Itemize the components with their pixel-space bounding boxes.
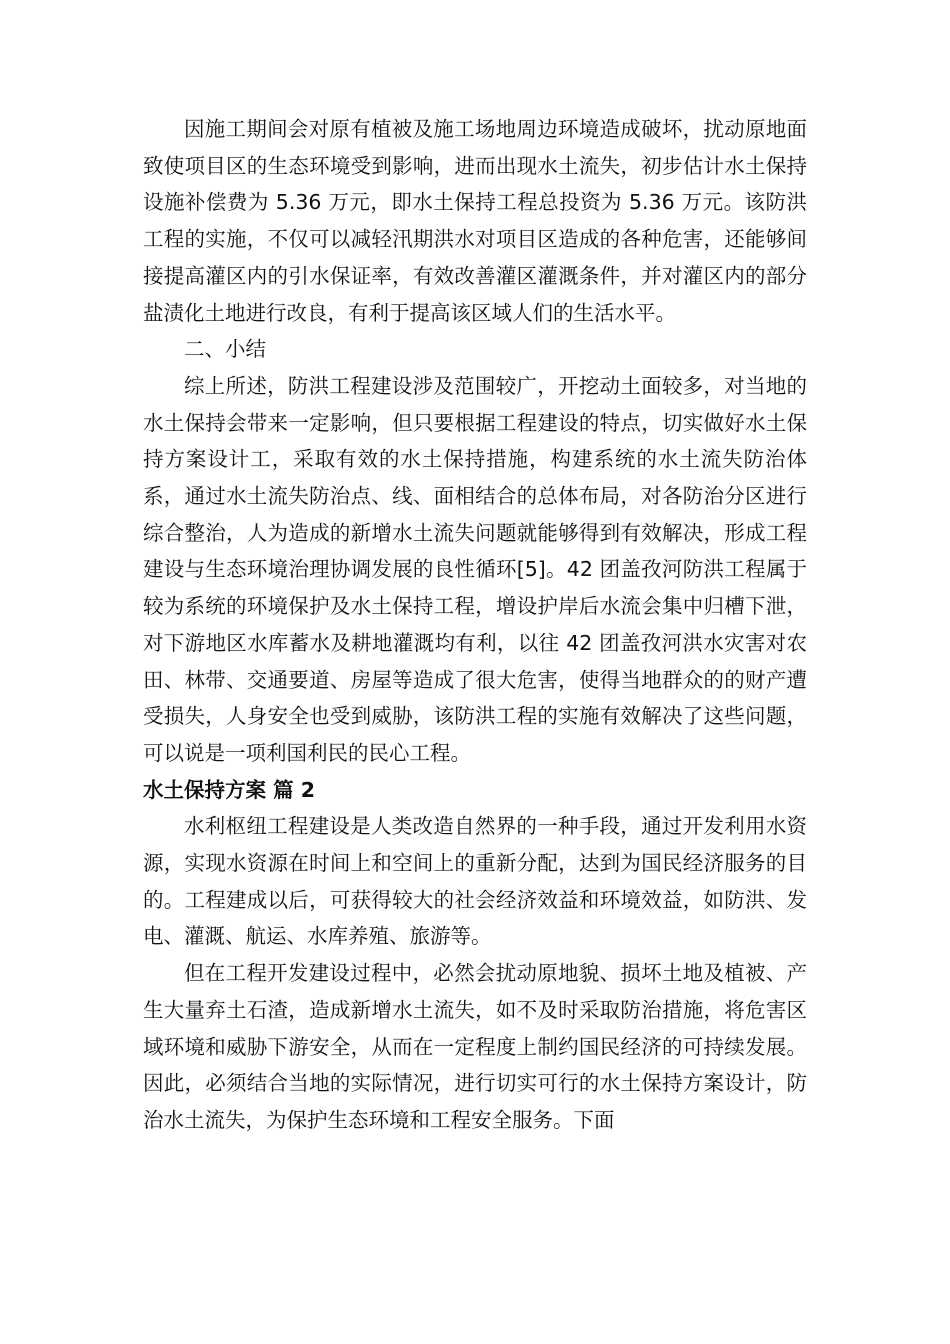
section-heading-summary: 二、小结 [184, 337, 266, 362]
paragraph-construction-risk: 但在工程开发建设过程中，必然会扰动原地貌、损坏土地及植被、产生大量弃土石渣，造成新增水土流失，如不及时采取防治措施，将危害区域环境和威胁下游安全，从而在一定程度上制约国民经济的可持续发展。因此，必须结合当地的实际情况，进行切实可行的水土保持方案设计，防治水土流失，为保护生态环境和工程安全服务。下面 [143, 961, 807, 1132]
article-heading: 水土保持方案 篇 2 [143, 777, 316, 802]
paragraph-impact: 因施工期间会对原有植被及施工场地周边环境造成破坏，扰动原地面致使项目区的生态环境受到影响，进而出现水土流失，初步估计水土保持设施补偿费为 5.36 万元，即水土保持工程总投资为 5.36 万元。该防洪工程的实施，不仅可以减轻汛期洪水对项目区造成的各种危害，还能够间接提高灌区内的引水保证率，有效改善灌区灌溉条件，并对灌区内的部分盐渍化土地进行改良，有利于提高该区域人们的生活水平。 [143, 117, 807, 325]
paragraph-hydraulic-hub: 水利枢纽工程建设是人类改造自然界的一种手段，通过开发利用水资源，实现水资源在时间上和空间上的重新分配，达到为国民经济服务的目的。工程建成以后，可获得较大的社会经济效益和环境效益，如防洪、发电、灌溉、航运、水库养殖、旅游等。 [143, 814, 807, 949]
paragraph-summary: 综上所述，防洪工程建设涉及范围较广，开挖动土面较多，对当地的水土保持会带来一定影响，但只要根据工程建设的特点，切实做好水土保持方案设计工，采取有效的水土保持措施，构建系统的水土流失防治体系，通过水土流失防治点、线、面相结合的总体布局，对各防治分区进行综合整治，人为造成的新增水土流失问题就能够得到有效解决，形成工程建设与生态环境治理协调发展的良性循环[5]。42 团盖孜河防洪工程属于较为系统的环境保护及水土保持工程，增设护岸后水流会集中归槽下泄，对下游地区水库蓄水及耕地灌溉均有利，以往 42 团盖孜河洪水灾害对农田、林带、交通要道、房屋等造成了很大危害，使得当地群众的的财产遭受损失，人身安全也受到威胁，该防洪工程的实施有效解决了这些问题，可以说是一项利国利民的民心工程。 [143, 373, 807, 765]
document-body [143, 111, 807, 1139]
